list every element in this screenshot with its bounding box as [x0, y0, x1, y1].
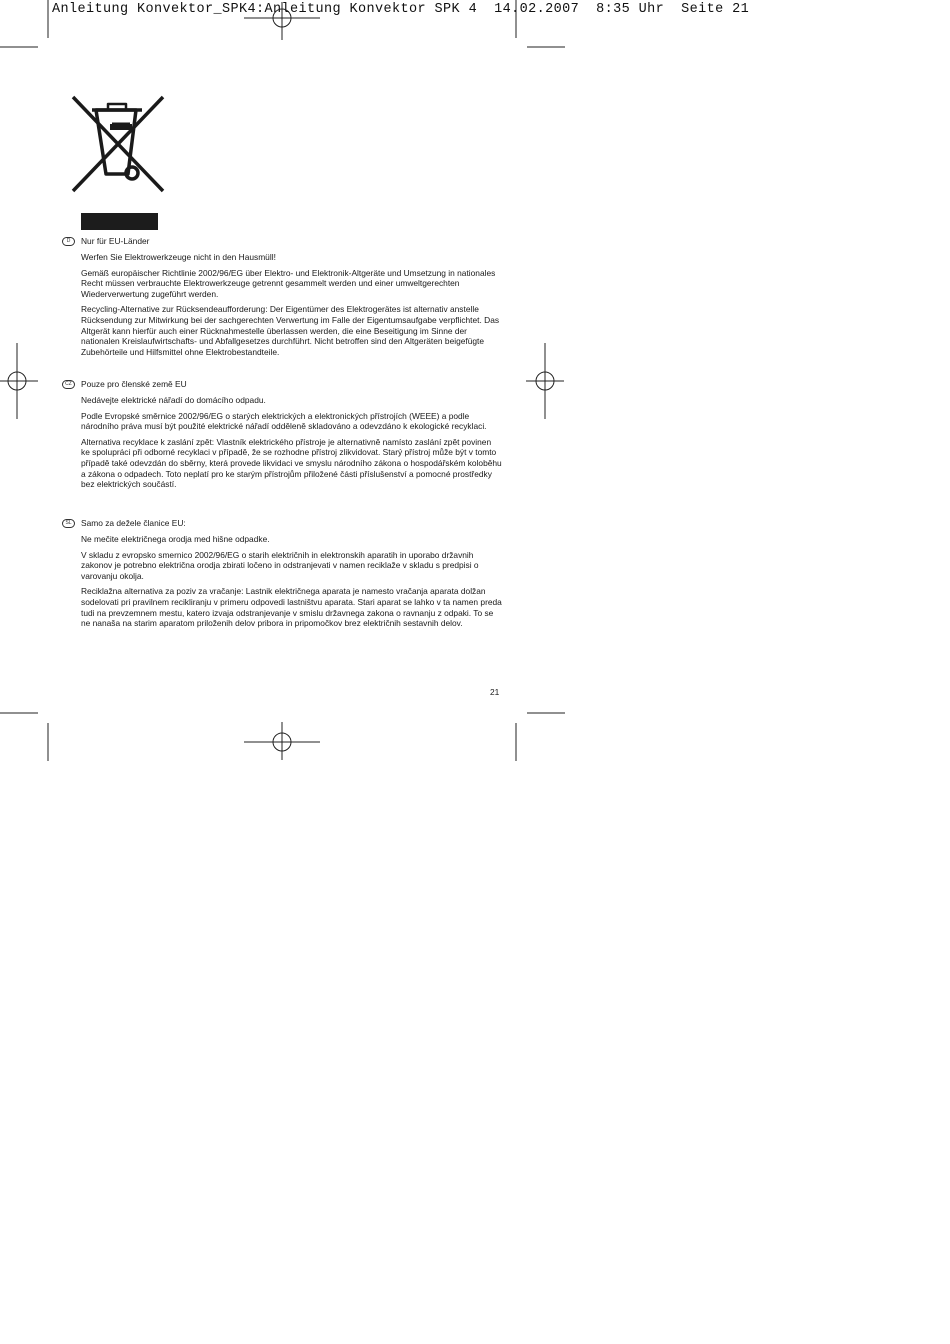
- crossed-out-wheelie-bin-icon: [70, 94, 166, 194]
- paragraph: Reciklažna alternativa za poziv za vračanje: Lastnik električnega aparata je namesto vračanja aparata dolžan sodelovati pri pravilnem recikliranju v primeru odpovedi lastništvu aparata. Stari aparat se lahko v ta namen preda tudi na prevzemnem mestu, katero izvaja odstranjevanje v smislu državnega zakona o ravnanju z odpaki. To se ne nanaša na starim aparatom priloženih delov pribora in pripomočkov brez električnih sestavnih delov.: [81, 586, 502, 629]
- language-flag-icon: D: [62, 237, 75, 246]
- section-german: [62, 236, 502, 357]
- print-slug-header: Anleitung Konvektor_SPK4:Anleitung Konvektor SPK 4 14.02.2007 8:35 Uhr Seite 21: [52, 2, 750, 17]
- section-heading: Pouze pro členské země EU: [81, 379, 187, 389]
- section-czech: [62, 379, 502, 490]
- paragraph: Podle Evropské směrnice 2002/96/EG o starých elektrických a elektronických přístrojích (WEEE) a podle národního práva musí být použité elektrické nářadí odděleně skladováno a odevzdáno k ekologické recyklaci.: [81, 410, 487, 432]
- paragraph: Werfen Sie Elektrowerkzeuge nicht in den Hausmüll!: [81, 252, 276, 262]
- paragraph: Recycling-Alternative zur Rücksendeaufforderung: Der Eigentümer des Elektrogerätes ist alternativ anstelle Rücksendung zur Mitwirkung bei der sachgerechten Verwertung im Falle der Eigentumsaufgabe verpflichtet. Das Altgerät kann hierfür auch einer Rücknahmestelle überlassen werden, die eine Beseitigung im Sinne der nationalen Kreislaufwirtschafts- und Abfallgesetzes durchführt. Nicht betroffen sind den Altgeräten beigefügte Zubehörteile und Hilfsmittel ohne Elektrobestandteile.: [81, 304, 500, 357]
- paragraph: Gemäß europäischer Richtlinie 2002/96/EG über Elektro- und Elektronik-Altgeräte und Umsetzung in nationales Recht müssen verbrauchte Elektrowerkzeuge getrennt gesammelt werden und einer umweltgerechten Wiederverwertung zugeführt werden.: [81, 267, 496, 299]
- paragraph: Ne mečite električnega orodja med hišne odpadke.: [81, 534, 270, 544]
- language-flag-icon: SL: [62, 519, 75, 528]
- paragraph: Nedávejte elektrické nářadí do domácího odpadu.: [81, 395, 266, 405]
- language-flag-icon: CZ: [62, 380, 75, 389]
- section-heading: Nur für EU-Länder: [81, 236, 150, 246]
- black-bar: [81, 213, 158, 230]
- section-heading: Samo za dežele članice EU:: [81, 518, 186, 528]
- section-slovenian: [62, 518, 502, 629]
- paragraph: Alternativa recyklace k zaslání zpět: Vlastník elektrického přístroje je alternativně namísto zaslání zpět povinen ke spolupráci při odborné recyklaci v případě, že se rozhodne přístroj zlikvidovat. Starý přístroj může být v tomto případě také odevzdán do sběrny, která provede likvidaci ve smyslu národního zákona o hospodářském koloběhu a zákona o odpadech. Toto neplatí pro ke starým přístrojům přiložené části příslušenství a pomocné prostředky bez elektrických součástí.: [81, 436, 502, 490]
- paragraph: V skladu z evropsko smernico 2002/96/EG o starih električnih in elektronskih aparatih in uporabo državnih zakonov je potrebno električna orodja zbirati ločeno in odstranjevati v namen reciklaže v skladu s predpisi o varovanju okolja.: [81, 549, 479, 581]
- page-number: 21: [490, 687, 500, 697]
